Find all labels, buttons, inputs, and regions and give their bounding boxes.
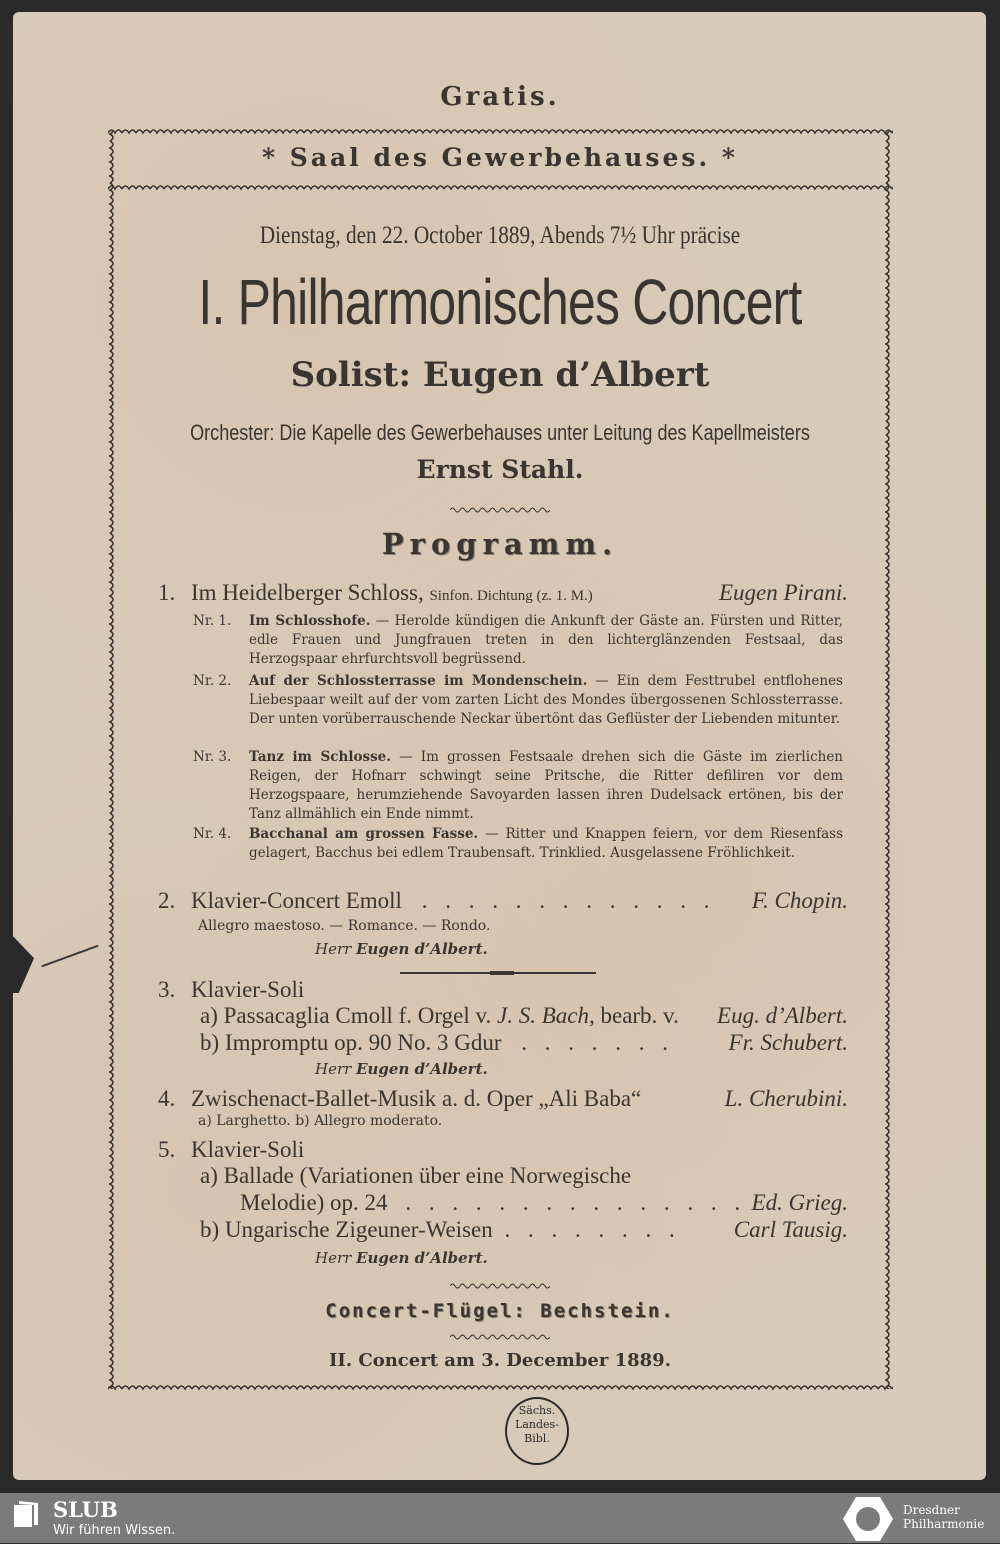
- item-title: Klavier-Concert Emoll: [191, 888, 402, 913]
- piano-credit: Concert-Flügel: Bechstein.: [325, 1300, 675, 1322]
- piece-title: Melodie) op. 24: [240, 1190, 388, 1215]
- piece-title: a) Passacaglia Cmoll f. Orgel v.: [200, 1003, 492, 1028]
- item-number: 3.: [158, 977, 176, 1002]
- slub-tagline: Wir führen Wissen.: [53, 1523, 176, 1538]
- piece-title: b) Ungarische Zigeuner-Weisen: [200, 1217, 493, 1242]
- composer: Eugen Pirani.: [718, 580, 848, 605]
- venue-heading: * Saal des Gewerbehauses. *: [262, 143, 738, 172]
- program-item-4: [158, 1086, 848, 1112]
- arranger: Eug. d’Albert.: [717, 1003, 848, 1028]
- item-3a: [200, 1003, 848, 1029]
- performer-line: [315, 1060, 488, 1078]
- divider-squiggle: [450, 506, 550, 514]
- movement-2: [193, 672, 843, 729]
- library-stamp: [505, 1397, 569, 1465]
- original-composer: J. S. Bach,: [497, 1003, 595, 1028]
- item-subtitle: Sinfon. Dichtung (z. 1. M.): [429, 588, 593, 604]
- divider-squiggle: [450, 1333, 550, 1341]
- composer: L. Cherubini.: [724, 1086, 848, 1111]
- herr-label: Herr: [315, 940, 352, 958]
- movement-4: [193, 825, 843, 863]
- programm-heading: Programm.: [381, 527, 619, 561]
- performer-name: Eugen d’Albert.: [356, 1249, 488, 1267]
- divider-squiggle: [450, 1282, 550, 1290]
- leader-dots: . . . . . . .: [521, 1030, 675, 1055]
- slub-logo-text[interactable]: SLUB: [53, 1497, 118, 1522]
- item-number: 5.: [158, 1137, 176, 1162]
- movement-text: — Herolde kündigen die Ankunft der Gäste an. Fürsten und Ritter, edle Frauen und Jungfrauen treten in den lichterglänzenden Festsaal, das Herzogspaar ehrfurchtsvoll begrüssend.: [249, 613, 843, 667]
- philharmonie-sunburst-icon[interactable]: [842, 1494, 894, 1544]
- slub-book-icon: [14, 1501, 38, 1527]
- next-concert: II. Concert am 3. December 1889.: [329, 1350, 671, 1371]
- performer-line: [315, 1249, 488, 1267]
- leader-dots: . . . . . . . . . . . . . . .: [405, 1190, 747, 1215]
- item-number: 2.: [158, 888, 176, 913]
- composer: F. Chopin.: [751, 888, 848, 913]
- stamp-line: Bibl.: [524, 1432, 550, 1445]
- item-title: Zwischenact-Ballet-Musik a. d. Oper „Ali Baba“: [191, 1086, 642, 1111]
- movement-3: [193, 748, 843, 824]
- orchestra-line: Orchester: Die Kapelle des Gewerbehauses unter Leitung des Kapellmeisters: [190, 420, 810, 445]
- stamp-line: Landes-: [515, 1418, 559, 1431]
- conductor-name: Ernst Stahl.: [416, 455, 584, 484]
- partner-line: Dresdner: [903, 1503, 960, 1517]
- divider-rule: [400, 972, 596, 974]
- movement-name: Auf der Schlossterrasse im Mondenschein.: [249, 673, 588, 689]
- composer: Carl Tausig.: [733, 1217, 848, 1242]
- soloist-line: Solist: Eugen d’Albert: [290, 355, 710, 395]
- movement-text: — Ein dem Festtrubel entflohenes Liebespaar weilt auf der vom zarten Licht des Mondes übergossenen Schlossterrasse. Der unten vorüberrauschende Neckar übertönt das Geflüster der Liebenden mitunter.: [249, 673, 843, 727]
- concert-title: I. Philharmonisches Concert: [198, 266, 802, 338]
- item-title: Klavier-Soli: [191, 1137, 305, 1162]
- performer-name: Eugen d’Albert.: [356, 940, 488, 958]
- stamp-line: Sächs.: [518, 1404, 556, 1417]
- item-number: 4.: [158, 1086, 176, 1111]
- movement-number: Nr. 1.: [193, 613, 232, 629]
- movement-number: Nr. 4.: [193, 826, 232, 842]
- performer-line: [315, 940, 488, 958]
- item-5b: [200, 1217, 848, 1243]
- gratis-label: Gratis.: [440, 82, 560, 112]
- leader-dots: . . . . . . . .: [504, 1217, 681, 1242]
- movement-text: — Im grossen Festsaale drehen sich die Gäste im zierlichen Reigen, der Hofnarr schwingt seine Pritsche, die Ritter defiliren vor dem Herzogspaare, herumziehende Savoyarden lassen ihren Dudelsack ertönen, bis der Tanz allmählich ein Ende nimmt.: [249, 749, 844, 822]
- item-2-movements: Allegro maestoso. — Romance. — Rondo.: [198, 918, 491, 934]
- piece-title: b) Impromptu op. 90 No. 3 Gdur: [200, 1030, 502, 1055]
- movement-name: Tanz im Schlosse.: [249, 749, 391, 765]
- item-title: Im Heidelberger Schloss,: [191, 580, 424, 605]
- partner-line: Philharmonie: [903, 1517, 985, 1531]
- item-5a-line1: a) Ballade (Variationen über eine Norwegische: [200, 1163, 632, 1188]
- herr-label: Herr: [315, 1060, 352, 1078]
- herr-label: Herr: [315, 1249, 352, 1267]
- institution-bar: [0, 1493, 1000, 1543]
- movement-1: [193, 612, 843, 669]
- movement-text: — Ritter und Knappen feiern, vor dem Riesenfass gelagert, Bacchus bei edlem Traubensaft. Trinklied. Ausgelassene Fröhlichkeit.: [249, 826, 844, 861]
- arranged-by: bearb. v.: [600, 1003, 679, 1028]
- program-item-5: [158, 1137, 304, 1163]
- item-number: 1.: [158, 580, 176, 605]
- movement-number: Nr. 3.: [193, 749, 232, 765]
- leader-dots: . . . . . . . . . . . . .: [421, 888, 716, 913]
- item-5a-line2: [240, 1190, 848, 1216]
- movement-number: Nr. 2.: [193, 673, 232, 689]
- movement-name: Bacchanal am grossen Fasse.: [249, 826, 479, 842]
- composer: Ed. Grieg.: [751, 1190, 848, 1215]
- program-item-3: [158, 977, 304, 1003]
- item-3b: [200, 1030, 848, 1056]
- movement-name: Im Schlosshofe.: [249, 613, 371, 629]
- program-item-1: [158, 580, 848, 606]
- performer-name: Eugen d’Albert.: [356, 1060, 488, 1078]
- item-4-movements: a) Larghetto. b) Allegro moderato.: [198, 1113, 443, 1129]
- philharmonie-logo-text[interactable]: [903, 1503, 984, 1531]
- item-title: Klavier-Soli: [191, 977, 305, 1002]
- date-line: Dienstag, den 22. October 1889, Abends 7½ Uhr präcise: [259, 222, 741, 249]
- composer: Fr. Schubert.: [728, 1030, 848, 1055]
- program-item-2: [158, 888, 848, 914]
